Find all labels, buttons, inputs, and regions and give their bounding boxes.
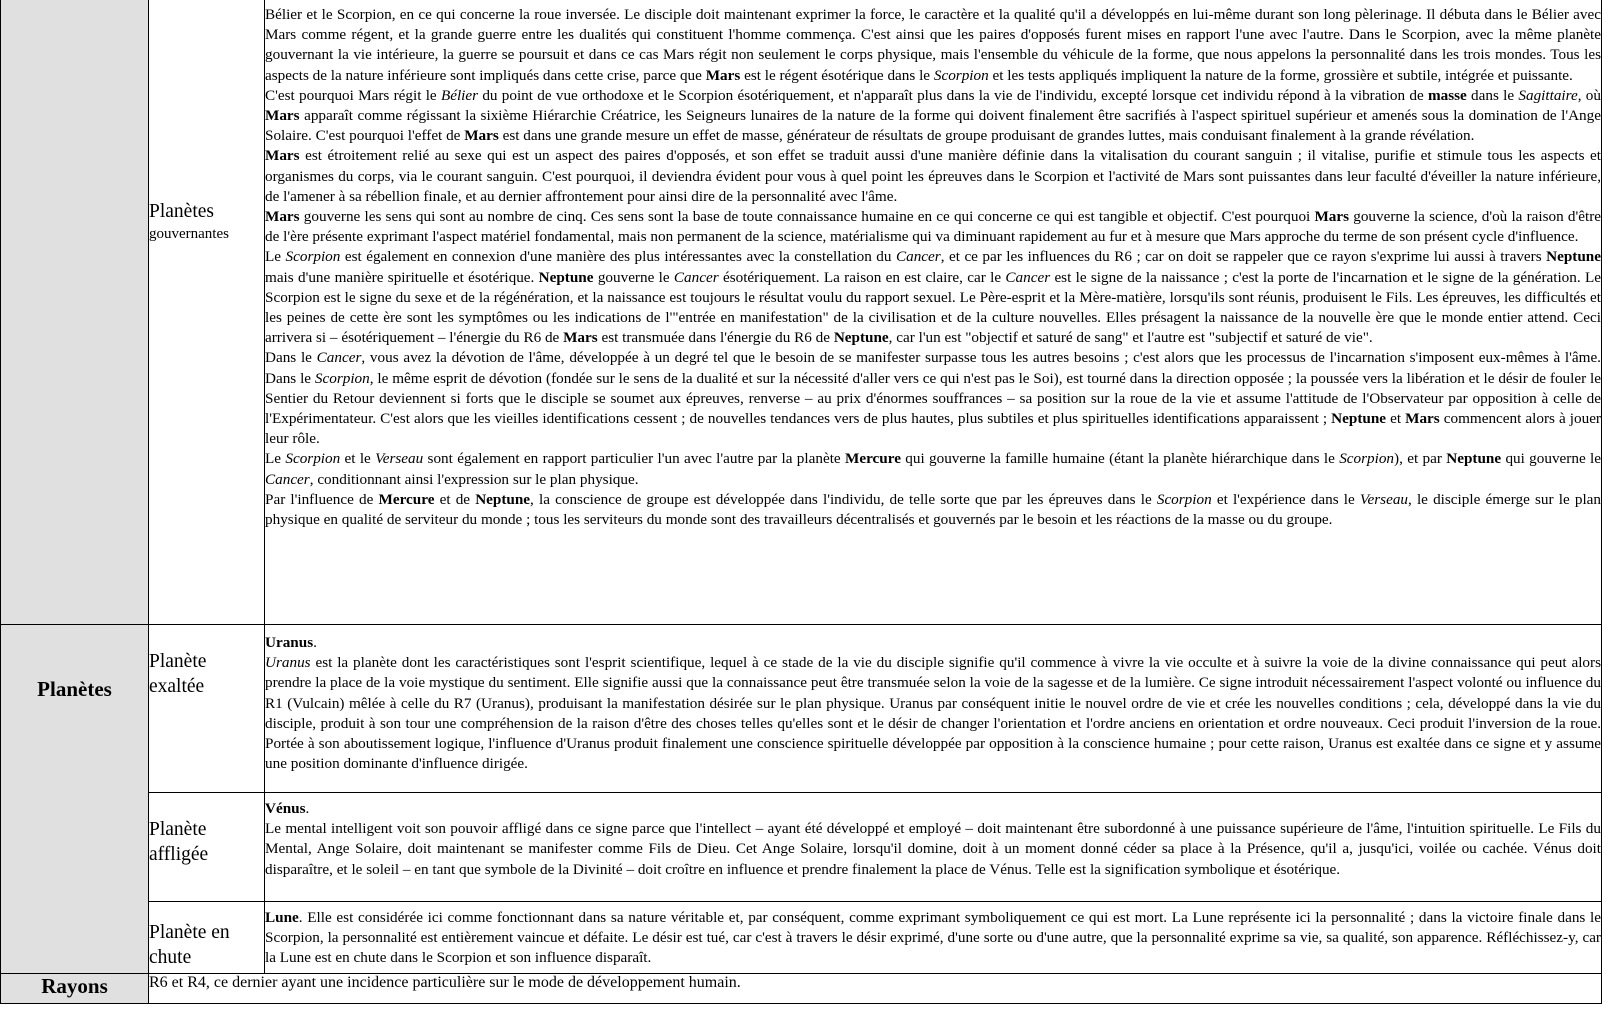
text-affligee <box>265 793 1602 902</box>
text-run: Cancer <box>673 268 719 286</box>
text-run: Sagittaire <box>1518 86 1578 104</box>
text-run: ésotériquement. La raison en est claire, car le <box>718 268 1006 286</box>
category-label: Planètes <box>37 677 112 701</box>
text-run: Scorpion <box>285 450 341 468</box>
text-run: Bélier <box>440 86 479 104</box>
text-run: . <box>313 634 317 651</box>
rayons-label: Rayons <box>41 974 108 998</box>
text-run: gouverne les sens qui sont au nombre de cinq. Ces sens sont la base de toute connaissance humaine en ce qui concerne ce qui est tangible et objectif. C'est pourquoi <box>299 208 1315 226</box>
text-run: Neptune <box>1331 410 1387 428</box>
row-rayons <box>1 974 1602 1004</box>
text-run: gouverne le <box>593 268 674 286</box>
text-run: Le <box>265 450 286 468</box>
text-run: Mars <box>265 107 300 125</box>
text-run: Mars <box>563 329 598 347</box>
category-rayons <box>1 974 149 1004</box>
text-run: sont également en rapport particulier l'un avec l'autre par la planète <box>423 450 845 468</box>
paragraph <box>265 449 1601 489</box>
text-run: , où <box>1577 86 1601 104</box>
sublabel-affligee <box>149 793 265 902</box>
text-run: Cancer <box>895 248 941 266</box>
category-cell-empty <box>1 0 149 625</box>
sublabel-text: Planète affligée <box>149 819 209 865</box>
sublabel-text: Planète en chute <box>149 922 230 968</box>
text-run: . <box>305 800 310 817</box>
text-run: , et ce par les influences du R6 ; car on doit se rappeler que ce rayon s'exprime lui aussi à travers <box>940 248 1547 266</box>
text-run: Mercure <box>845 450 901 468</box>
paragraph <box>265 653 1601 774</box>
text-run: Cancer <box>1005 268 1051 286</box>
paragraph <box>265 86 1601 147</box>
text-run: et <box>1386 410 1406 428</box>
text-chute <box>265 902 1602 974</box>
text-run: , la conscience de groupe est développée dans l'individu, de telle sorte que par les épreuves dans le <box>530 490 1157 508</box>
text-run: Mars <box>1405 410 1440 428</box>
text-run: Scorpion <box>314 369 370 387</box>
row-chute <box>1 902 1602 974</box>
text-run: dans le <box>1466 86 1519 104</box>
text-run: Dans le <box>265 349 317 367</box>
sublabel-main: Planètes <box>149 201 214 222</box>
row-affligee <box>1 793 1602 902</box>
text-run: Mars <box>265 208 300 226</box>
sublabel-gouvernantes <box>149 0 265 625</box>
text-run: Mars <box>464 127 499 145</box>
text-exaltee <box>265 625 1602 793</box>
text-run: du point de vue orthodoxe et le Scorpion ésotériquement, et n'apparaît plus dans la vie de l'individu, excepté lorsque cet individu répond à la vibration de <box>478 86 1428 104</box>
text-run: et les tests appliqués impliquent la nature de la forme, grossière et subtile, intégrée et puissante. <box>988 66 1573 84</box>
paragraph <box>265 490 1601 530</box>
text-run: C'est pourquoi Mars régit le <box>265 86 441 104</box>
text-run: Neptune <box>475 490 531 508</box>
sublabel-small: gouvernantes <box>149 226 229 242</box>
text-run: Scorpion <box>933 66 989 84</box>
text-run: Par l'influence de <box>265 490 379 508</box>
text-run: Cancer <box>316 349 362 367</box>
paragraph <box>265 146 1601 207</box>
text-run: est dans une grande mesure un effet de masse, générateur de résultats de groupe produisant de grandes luttes, mais conduisant finalement à la grande révélation. <box>498 127 1475 145</box>
row-gouvernantes <box>1 0 1602 625</box>
text-run: est la planète dont les caractéristiques sont l'esprit scientifique, lequel à ce stade de la vie du disciple signifie qu'il commence à vivre la vie occulte et à suivre la voie de la divine connaissance qui peut alors prendre la place de la voie mystique du sentiment. Elle signifie aussi que la connaissance peut être transmuée selon la voie de la sagesse et de la lumière. Ce signe introduit nécessairement l'aspect volonté ou influence du R1 (Vulcain) mêlée à celle du R7 (Uranus), produisant la manifestation désirée sur le plan physique. Uranus par conséquent initie le nouvel ordre de vie et crée les nouvelles conditions ; cela, développé dans la vie du disciple, produit à son tour une compréhension de la raison d'être des choses telles qu'elles sont et le désir de changer l'orientation et l'ordre anciens en orientation et ordre nouveaux. Ceci produit l'inversion de la roue. Portée à son aboutissement logique, l'influence d'Uranus produit finalement une conscience spirituelle développée par opposition à la conscience humaine ; pour cette raison, Uranus est exaltée dans ce signe et y assume une position dominante d'influence dirigée. <box>265 654 1601 773</box>
text-gouvernantes <box>265 0 1602 625</box>
text-run: est le signe de la naissance ; c'est la porte de l'incarnation et le signe de la génération. Le Scorpion est le signe du sexe et de la régénération, et la naissance est toujours le résultat voulu du rapport sexuel. Le Père-esprit et la Mère-matière, lorsqu'ils sont réunis, produisent le Fils. Les épreuves, les difficultés et les peines de cette ère sont les symptômes ou les indications de l'"entrée en manifestation" de la civilisation et de la culture nouvelles. Elles présagent la naissance de la nouvelle ère que le monde entier attend. Ceci arrivera si – ésotériquement – l'énergie du R6 de <box>265 268 1601 347</box>
paragraph <box>265 348 1601 449</box>
text-run: Verseau <box>1359 490 1409 508</box>
text-run: Neptune <box>538 268 594 286</box>
text-run: et l'expérience dans le <box>1211 490 1360 508</box>
text-run: Cancer <box>265 470 310 488</box>
text-run: Verseau <box>375 450 424 468</box>
text-run: est le régent ésotérique dans le <box>740 66 934 84</box>
paragraph <box>265 908 1601 969</box>
text-run: masse <box>1427 86 1467 104</box>
text-run: Neptune <box>1446 450 1502 468</box>
text-run: Lune <box>265 909 299 926</box>
text-run: Mars <box>705 66 741 84</box>
row-exaltee <box>1 625 1602 793</box>
paragraph <box>265 207 1601 247</box>
text-run: . Elle est considérée ici comme fonctionnant dans sa nature véritable et, par conséquent, comme exprimant symboliquement ce qui est mort. La Lune représente ici la personnalité ; dans la victoire finale dans le Scorpion, la personnalité est entièrement vaincue et défaite. Le désir est tué, car c'est à travers le désir exprimé, d'une sorte ou d'une autre, que la personnalité exprime sa vie, sa qualité, son apparence. Réfléchissez-y, car la Lune est en chute dans le Scorpion et son influence disparaît. <box>265 909 1601 967</box>
text-run: est transmuée dans l'énergie du R6 de <box>597 329 834 347</box>
text-run: commencent alors à jouer leur rôle. <box>265 410 1601 448</box>
text-run: Le mental intelligent voit son pouvoir affligé dans ce signe parce que l'intellect – ayant été développé et employé – doit maintenant être subordonné à une puissance supérieure de l'âme, l'intuition spirituelle. Le Fils du Mental, Ange Solaire, doit maintenant se manifester comme Fils de Dieu. Cet Ange Solaire, lorsqu'il domine, doit à un moment donné céder sa place à la Présence, qu'il a, jusqu'ici, voilée ou cachée. Vénus doit disparaître, et le soleil – en tant que symbole de la Divinité – doit croître en influence et prendre finalement la place de Vénus. Telle est la signification symbolique et ésotérique. <box>265 820 1601 878</box>
rayons-value <box>149 974 1602 1004</box>
text-run: Mars <box>1314 208 1350 226</box>
text-run: Uranus <box>265 654 311 672</box>
sublabel-chute <box>149 902 265 974</box>
text-run: et le <box>340 450 376 468</box>
text-run: , car l'un est "objectif et saturé de sang" et l'autre est "subjectif et saturé de vie". <box>888 329 1373 347</box>
text-run: gouverne la science, d'où la raison d'être de l'ère présente exprimant l'aspect matériel fondamental, mais non permanent de la science, matérialisme qui va diminuant rapidement au fur et à mesure que Mars approche du terme de son présent cycle d'influence. <box>265 208 1602 246</box>
text-run: Scorpion <box>1339 450 1395 468</box>
text-run: mais d'une manière spirituelle et ésotérique. <box>265 268 539 286</box>
text-run: Mars <box>265 147 300 165</box>
paragraph <box>265 819 1601 880</box>
paragraph <box>265 633 1601 653</box>
text-run: et de <box>434 490 476 508</box>
text-run: Neptune <box>833 329 889 347</box>
text-run: Uranus <box>265 634 314 651</box>
text-run: Neptune <box>1546 248 1601 266</box>
sublabel-text: Planète exaltée <box>149 651 207 697</box>
text-run: Le <box>265 248 286 266</box>
text-run: , le même esprit de dévotion (fondée sur le sens de la dualité et sur la nécessité d'aller vers ce qui n'est pas le Soi), est tourné dans la direction opposée ; la poussée vers la libération et le désir de fouler le Sentier du Retour deviennent si forts que le disciple se soumet aux épreuves, renverse – au prix d'énormes souffrances – sa position sur la roue de la vie et assume l'attitude de l'Observateur par opposition à celle de l'Expérimentateur. C'est alors que les vieilles identifications cessent ; de nouvelles tendances vers de plus hautes, plus subtiles et plus spirituelles identifications apparaissent ; <box>265 369 1601 428</box>
paragraph <box>265 799 1601 819</box>
text-run: , le disciple émerge sur le plan physique en qualité de serviteur du monde ; tous les serviteurs du monde sont des travailleurs décentralisés et gouvernés par le besoin et les réactions de la masse ou du groupe. <box>265 490 1601 529</box>
text-run: est étroitement relié au sexe qui est un aspect des paires d'opposés, et son effet se traduit aussi d'une manière définie dans la vitalisation du courant sanguin ; il vitalise, purifie et stimule tous les aspects et organismes du corps, via le courant sanguin. C'est pourquoi, il deviendra évident pour vous à quel point les épreuves dans le Scorpion et l'activité de Mars sont puissantes dans leur faculté d'éveiller la nature inférieure, de l'amener à sa rébellion finale, et au dernier affrontement pour ainsi dire de la personnalité avec l'âme. <box>265 147 1601 205</box>
text-run: ), et par <box>1394 450 1447 468</box>
text-run: Scorpion <box>285 248 341 266</box>
text-run: , conditionnant ainsi l'expression sur le plan physique. <box>309 470 639 488</box>
text-run: apparaît comme régissant la sixième Hiérarchie Créatrice, les Seigneurs lunaires de la nature de la forme qui doivent finalement être sacrifiés à l'aspect spirituel supérieur et amenés sous la domination de l'Ange Solaire. C'est pourquoi l'effet de <box>265 107 1601 145</box>
category-planetes <box>1 625 149 974</box>
sublabel-exaltee <box>149 625 265 793</box>
paragraph <box>265 247 1601 348</box>
paragraph <box>265 5 1601 86</box>
text-run: Bélier et le Scorpion, en ce qui concerne la roue inversée. Le disciple doit maintenant exprimer la force, le caractère et la qualité qu'il a développés en lui-même durant son long pèlerinage. Il débuta dans le Bélier avec Mars comme régent, et la grande guerre entre les dualités qui constituent l'homme commença. C'est ainsi que les paires d'opposés furent mises en rapport l'une avec l'autre. Dans le Scorpion, avec la même planète gouvernant la vie intérieure, la guerre se poursuit et dans ce cas Mars régit non seulement le corps physique, mais l'ensemble du véhicule de la forme, que nous appelons la personnalité dans les trois mondes. Tous les aspects de la nature inférieure sont impliqués dans cette crise, parce que <box>265 6 1601 84</box>
rayons-text: R6 et R4, ce dernier ayant une incidence particulière sur le mode de développement humain. <box>149 974 741 991</box>
text-run: Mercure <box>378 490 435 508</box>
text-run: , vous avez la dévotion de l'âme, développée à un degré tel que le besoin de se manifester surpasse tous les autres besoins ; c'est alors que les processus de l'incarnation s'imposent eux-mêmes à l'âme. Dans le <box>265 349 1601 387</box>
text-run: Scorpion <box>1156 490 1212 508</box>
text-run: Vénus <box>265 800 306 817</box>
text-run: qui gouverne le <box>1501 450 1601 468</box>
text-run: qui gouverne la famille humaine (étant la planète hiérarchique dans le <box>900 450 1340 468</box>
text-run: est également en connexion d'une manière des plus intéressantes avec la constellation du <box>340 248 896 266</box>
